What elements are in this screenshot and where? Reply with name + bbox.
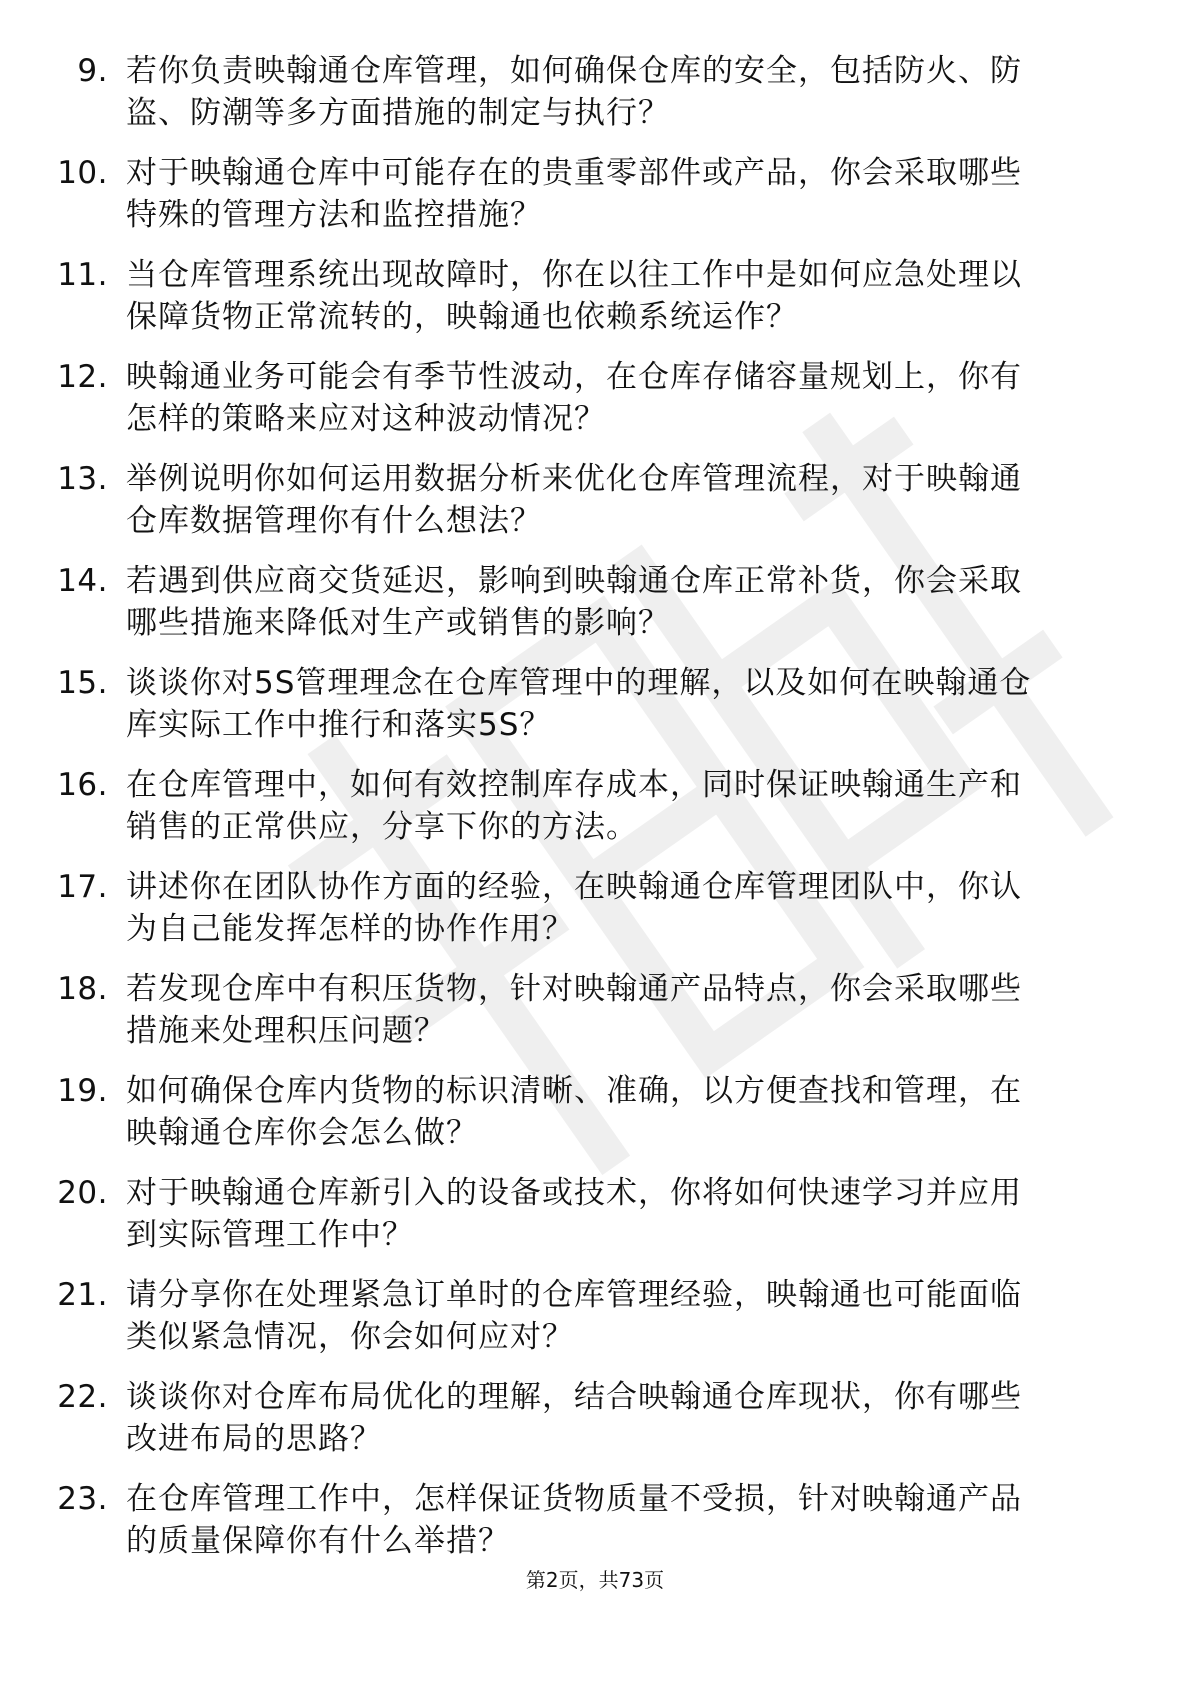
question-number: 18. bbox=[57, 971, 108, 1007]
question-item bbox=[0, 968, 1190, 1070]
question-text bbox=[126, 968, 1126, 1052]
question-number: 14. bbox=[57, 563, 108, 599]
question-number: 11. bbox=[57, 257, 108, 293]
question-list bbox=[0, 50, 1190, 1580]
question-item bbox=[0, 458, 1190, 560]
question-text-line: 当仓库管理系统出现故障时，你在以往工作中是如何应急处理以 bbox=[126, 257, 1022, 293]
question-text-line: 措施来处理积压问题？ bbox=[126, 1013, 446, 1049]
question-text-line: 销售的正常供应，分享下你的方法。 bbox=[126, 809, 638, 845]
question-text-line: 怎样的策略来应对这种波动情况？ bbox=[126, 401, 606, 437]
page-footer: 第2页，共73页 bbox=[525, 1568, 665, 1592]
question-item bbox=[0, 152, 1190, 254]
question-text-line: 谈谈你对仓库布局优化的理解，结合映翰通仓库现状，你有哪些 bbox=[126, 1379, 1022, 1415]
question-text-line: 若遇到供应商交货延迟，影响到映翰通仓库正常补货，你会采取 bbox=[126, 563, 1022, 599]
question-text-line: 改进布局的思路？ bbox=[126, 1421, 382, 1457]
question-item bbox=[0, 764, 1190, 866]
question-text-line: 到实际管理工作中？ bbox=[126, 1217, 414, 1253]
question-text bbox=[126, 1172, 1126, 1256]
question-text bbox=[126, 1376, 1126, 1460]
question-text-line: 请分享你在处理紧急订单时的仓库管理经验，映翰通也可能面临 bbox=[126, 1277, 1022, 1313]
question-text-line: 谈谈你对5S管理理念在仓库管理中的理解，以及如何在映翰通仓 bbox=[126, 665, 1032, 701]
question-text-line: 若你负责映翰通仓库管理，如何确保仓库的安全，包括防火、防 bbox=[126, 53, 1022, 89]
question-text bbox=[126, 458, 1126, 542]
question-number: 21. bbox=[57, 1277, 108, 1313]
question-item bbox=[0, 1376, 1190, 1478]
question-text-line: 的质量保障你有什么举措？ bbox=[126, 1523, 510, 1559]
question-number: 19. bbox=[57, 1073, 108, 1109]
question-text-line: 映翰通业务可能会有季节性波动，在仓库存储容量规划上，你有 bbox=[126, 359, 1022, 395]
question-item bbox=[0, 866, 1190, 968]
question-text bbox=[126, 866, 1126, 950]
question-text-line: 对于映翰通仓库新引入的设备或技术，你将如何快速学习并应用 bbox=[126, 1175, 1022, 1211]
question-text-line: 举例说明你如何运用数据分析来优化仓库管理流程，对于映翰通 bbox=[126, 461, 1022, 497]
question-text bbox=[126, 1478, 1126, 1562]
question-text-line: 特殊的管理方法和监控措施？ bbox=[126, 197, 542, 233]
question-item bbox=[0, 662, 1190, 764]
question-number: 12. bbox=[57, 359, 108, 395]
question-item bbox=[0, 356, 1190, 458]
question-number: 20. bbox=[57, 1175, 108, 1211]
question-item bbox=[0, 254, 1190, 356]
question-item bbox=[0, 1070, 1190, 1172]
question-number: 13. bbox=[57, 461, 108, 497]
question-number: 9. bbox=[77, 53, 108, 89]
question-number: 10. bbox=[57, 155, 108, 191]
question-text-line: 在仓库管理中，如何有效控制库存成本，同时保证映翰通生产和 bbox=[126, 767, 1022, 803]
question-text bbox=[126, 1274, 1126, 1358]
question-text bbox=[126, 50, 1126, 134]
question-text-line: 如何确保仓库内货物的标识清晰、准确，以方便查找和管理，在 bbox=[126, 1073, 1022, 1109]
question-text-line: 对于映翰通仓库中可能存在的贵重零部件或产品，你会采取哪些 bbox=[126, 155, 1022, 191]
question-text bbox=[126, 662, 1126, 746]
question-item bbox=[0, 560, 1190, 662]
question-text-line: 类似紧急情况，你会如何应对？ bbox=[126, 1319, 574, 1355]
question-number: 22. bbox=[57, 1379, 108, 1415]
question-number: 16. bbox=[57, 767, 108, 803]
question-text-line: 库实际工作中推行和落实5S？ bbox=[126, 707, 552, 743]
question-number: 23. bbox=[57, 1481, 108, 1517]
question-text bbox=[126, 560, 1126, 644]
question-item bbox=[0, 50, 1190, 152]
question-text-line: 讲述你在团队协作方面的经验，在映翰通仓库管理团队中，你认 bbox=[126, 869, 1022, 905]
question-text bbox=[126, 764, 1126, 848]
question-text-line: 在仓库管理工作中，怎样保证货物质量不受损，针对映翰通产品 bbox=[126, 1481, 1022, 1517]
question-text bbox=[126, 152, 1126, 236]
question-item bbox=[0, 1172, 1190, 1274]
question-number: 15. bbox=[57, 665, 108, 701]
question-text-line: 为自己能发挥怎样的协作作用？ bbox=[126, 911, 574, 947]
question-item bbox=[0, 1478, 1190, 1580]
question-text-line: 若发现仓库中有积压货物，针对映翰通产品特点，你会采取哪些 bbox=[126, 971, 1022, 1007]
question-text bbox=[126, 356, 1126, 440]
question-text-line: 保障货物正常流转的，映翰通也依赖系统运作？ bbox=[126, 299, 798, 335]
question-number: 17. bbox=[57, 869, 108, 905]
question-text-line: 映翰通仓库你会怎么做？ bbox=[126, 1115, 478, 1151]
question-text bbox=[126, 254, 1126, 338]
question-text-line: 哪些措施来降低对生产或销售的影响？ bbox=[126, 605, 670, 641]
question-text bbox=[126, 1070, 1126, 1154]
question-text-line: 仓库数据管理你有什么想法？ bbox=[126, 503, 542, 539]
question-item bbox=[0, 1274, 1190, 1376]
question-text-line: 盗、防潮等多方面措施的制定与执行？ bbox=[126, 95, 670, 131]
